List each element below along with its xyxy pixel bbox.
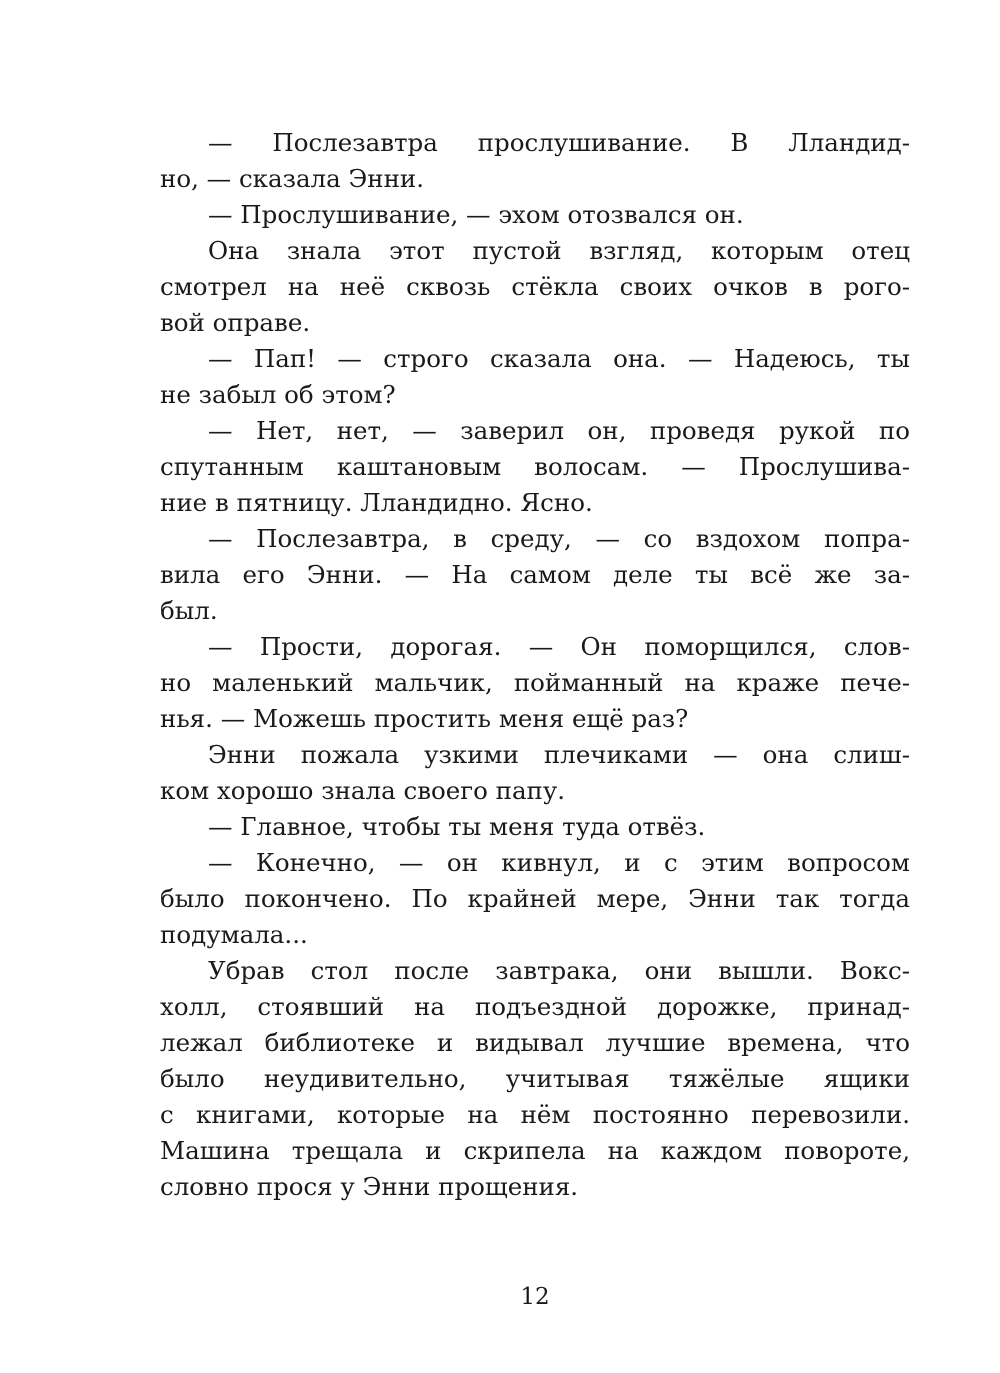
text-line: — Послезавтра прослушивание. В Лландид-	[208, 128, 910, 157]
body-text	[160, 125, 910, 1205]
text-line: вила его Энни. — На самом деле ты всё же за-	[160, 560, 910, 589]
text-line: — Главное, чтобы ты меня туда отвёз.	[208, 812, 706, 841]
text-line: но маленький мальчик, пойманный на краже пече-	[160, 668, 910, 697]
text-line: спутанным каштановым волосам. — Прослушива-	[160, 452, 910, 481]
text-line: холл, стоявший на подъездной дорожке, принад-	[160, 992, 910, 1021]
text-line: не забыл об этом?	[160, 380, 396, 409]
text-line: нья. — Можешь простить меня ещё раз?	[160, 704, 689, 733]
text-line: ние в пятницу. Лландидно. Ясно.	[160, 488, 593, 517]
page-number: 12	[520, 1284, 550, 1310]
text-line: — Пап! — строго сказала она. — Надеюсь, ты	[208, 344, 910, 373]
text-line: — Прости, дорогая. — Он поморщился, слов-	[208, 632, 910, 661]
text-line: но, — сказала Энни.	[160, 164, 425, 193]
text-line: смотрел на неё сквозь стёкла своих очков в рого-	[160, 272, 910, 301]
text-line: Машина трещала и скрипела на каждом повороте,	[160, 1136, 910, 1165]
text-line: Энни пожала узкими плечиками — она слиш-	[208, 740, 910, 769]
text-line: — Прослушивание, — эхом отозвался он.	[208, 200, 744, 229]
text-line: Она знала этот пустой взгляд, которым отец	[208, 236, 910, 265]
text-line: ком хорошо знала своего папу.	[160, 776, 566, 805]
text-line: подумала...	[160, 920, 308, 949]
text-line: было покончено. По крайней мере, Энни так тогда	[160, 884, 910, 913]
text-line: Убрав стол после завтрака, они вышли. Вокс-	[208, 956, 910, 985]
text-line: вой оправе.	[160, 308, 311, 337]
text-line: лежал библиотеке и видывал лучшие времена, что	[160, 1028, 910, 1057]
text-line: словно прося у Энни прощения.	[160, 1172, 579, 1201]
text-line: было неудивительно, учитывая тяжёлые ящики	[160, 1064, 910, 1093]
text-line: — Нет, нет, — заверил он, проведя рукой по	[208, 416, 910, 445]
text-line: — Конечно, — он кивнул, и с этим вопросом	[208, 848, 910, 877]
text-line: с книгами, которые на нём постоянно перевозили.	[160, 1100, 910, 1129]
text-line: — Послезавтра, в среду, — со вздохом попра-	[208, 524, 910, 553]
text-line: был.	[160, 596, 218, 625]
